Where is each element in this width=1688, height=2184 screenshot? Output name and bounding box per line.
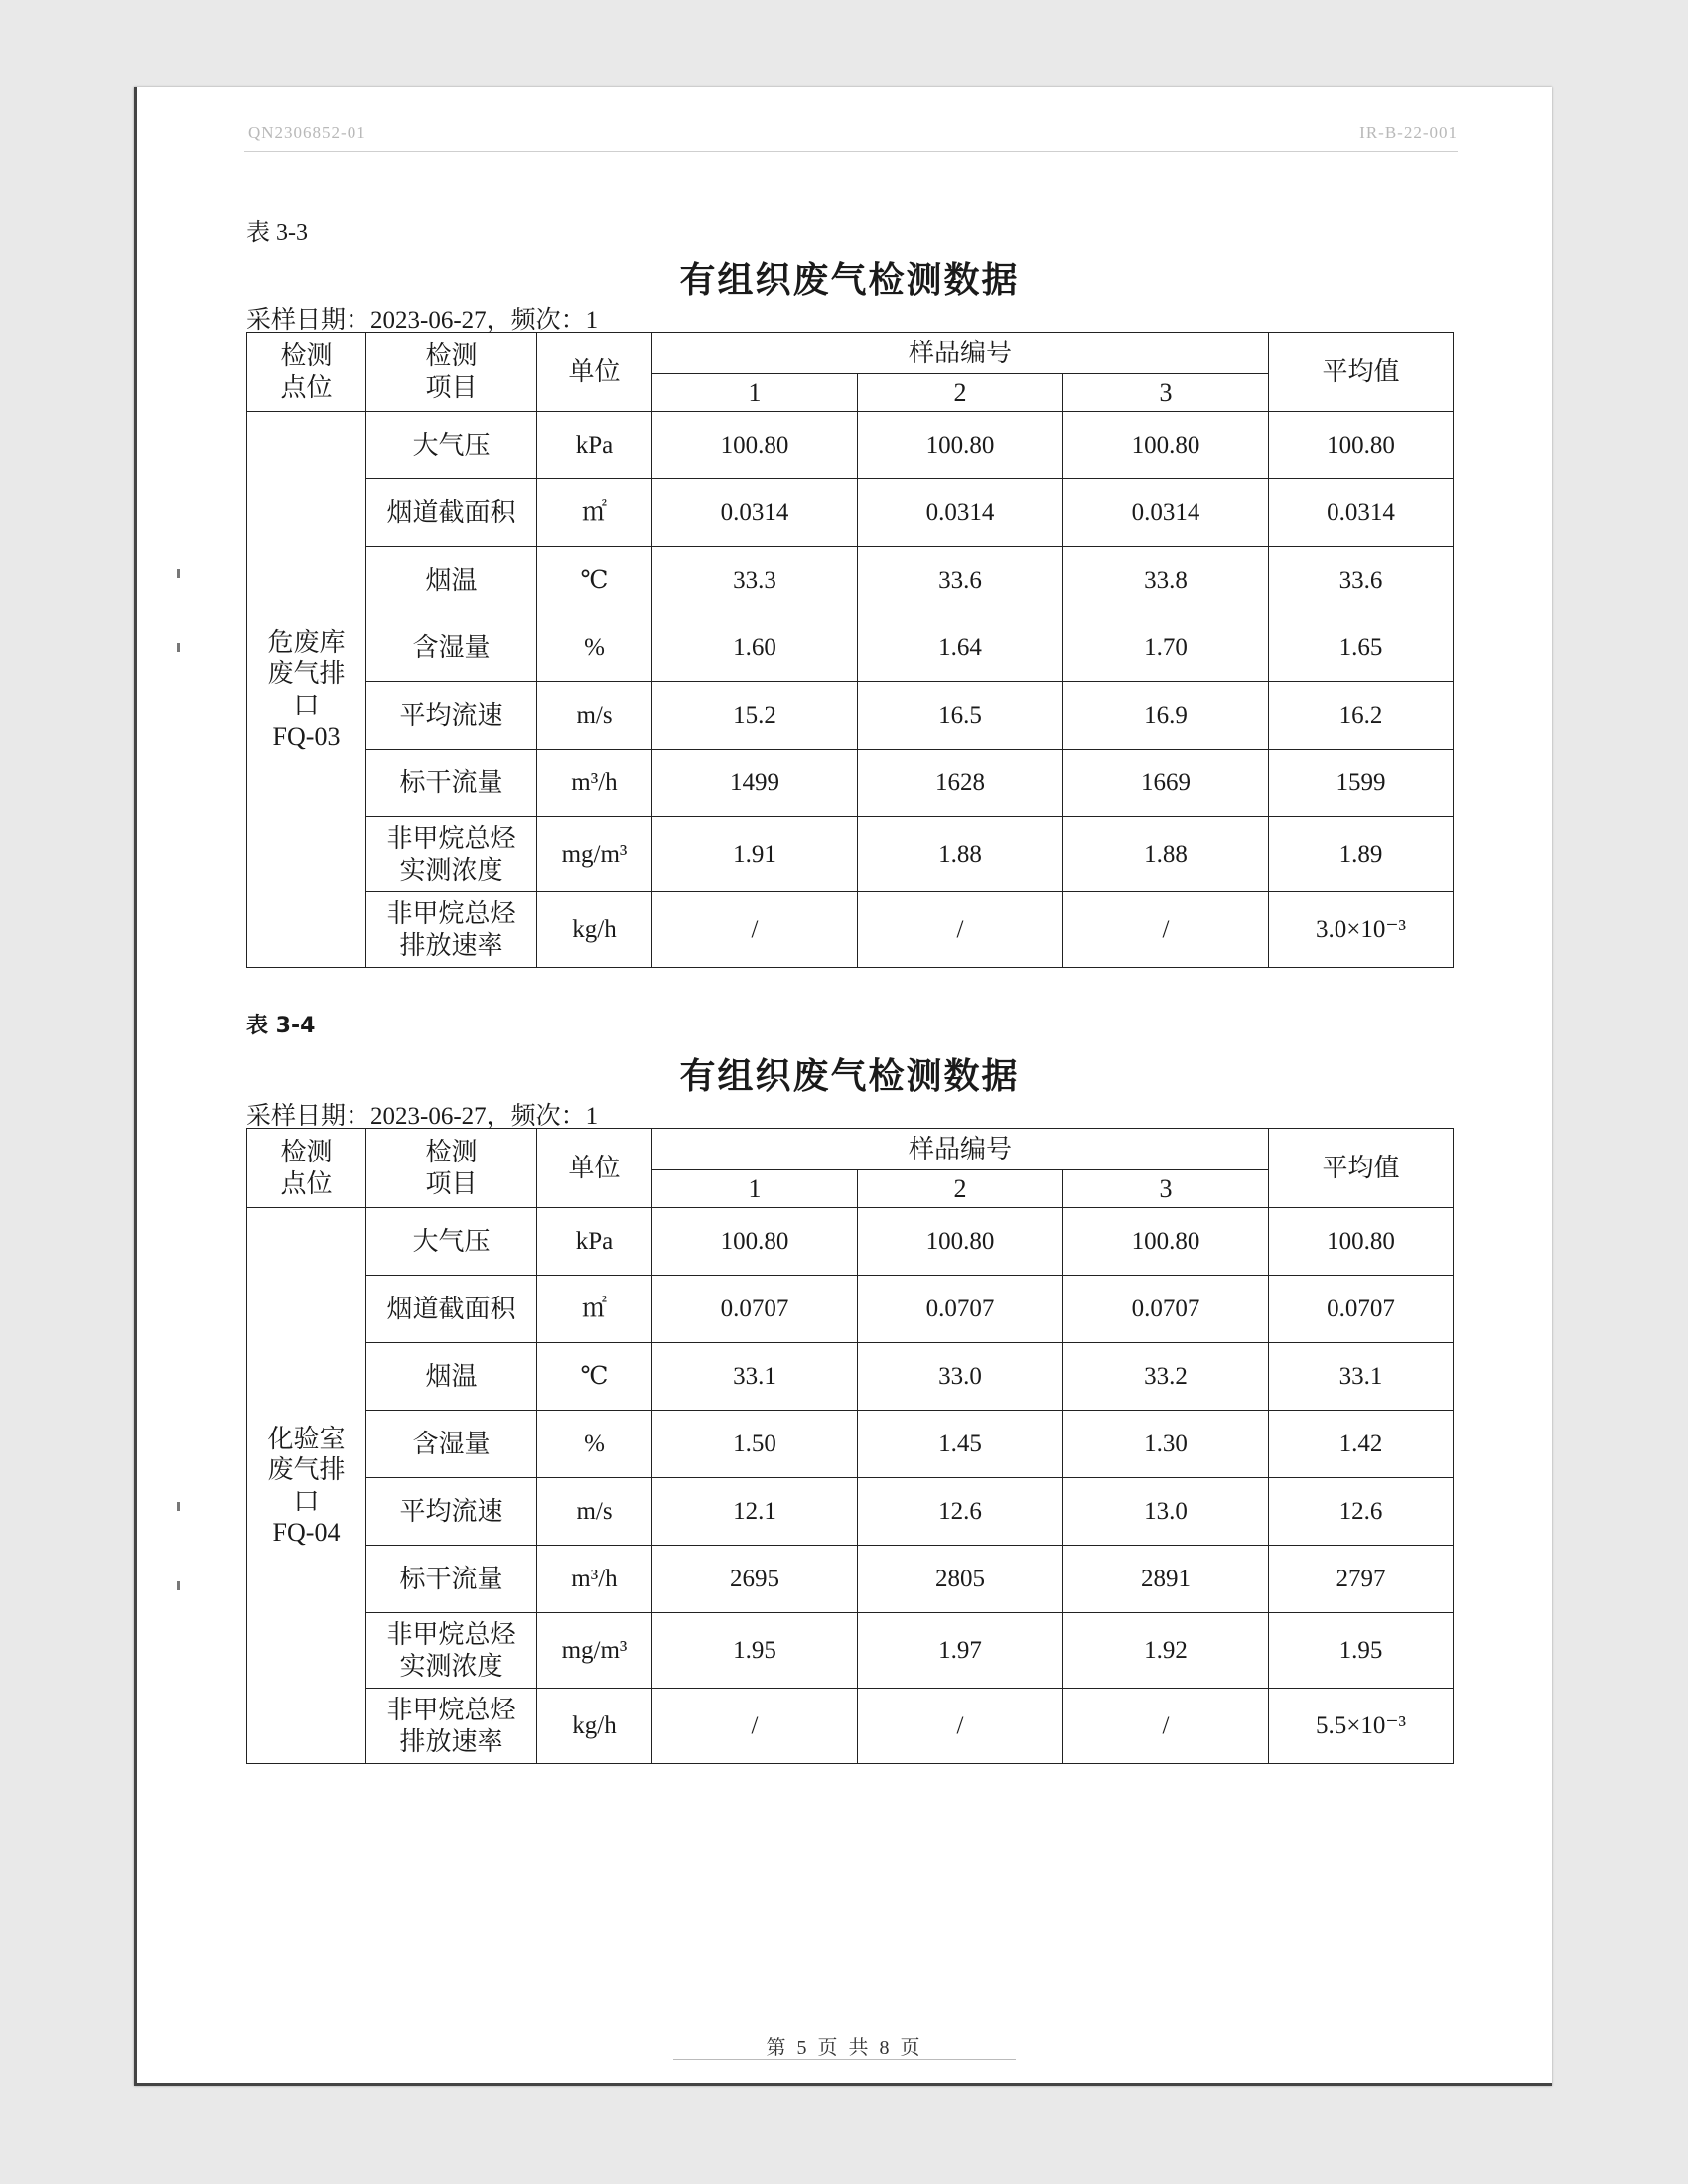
sample-3-cell: 1.70	[1063, 614, 1269, 682]
table-row	[247, 1343, 1454, 1411]
col-unit: 单位	[537, 333, 652, 412]
page-number: 第 5 页 共 8 页	[766, 2037, 923, 2059]
table-row	[247, 750, 1454, 817]
item-cell: 平均流速	[366, 682, 537, 750]
unit-cell: kg/h	[537, 892, 652, 968]
item-cell: 非甲烷总烃 实测浓度	[366, 817, 537, 892]
sample-2-cell: /	[858, 1689, 1063, 1764]
table-row	[247, 547, 1454, 614]
average-cell: 1.89	[1269, 817, 1454, 892]
col-sample-no: 样品编号	[652, 1129, 1269, 1170]
item-cell: 含湿量	[366, 614, 537, 682]
unit-cell: kg/h	[537, 1689, 652, 1764]
average-cell: 0.0707	[1269, 1276, 1454, 1343]
item-cell: 平均流速	[366, 1478, 537, 1546]
sample-3-cell: 100.80	[1063, 412, 1269, 479]
unit-cell: kPa	[537, 1208, 652, 1276]
table-row	[247, 1546, 1454, 1613]
table-row	[247, 412, 1454, 479]
data-table	[246, 332, 1454, 968]
col-sample-1: 1	[652, 1170, 858, 1208]
average-cell: 1.95	[1269, 1613, 1454, 1689]
unit-cell: ℃	[537, 547, 652, 614]
table-number: 表 3-3	[246, 220, 308, 246]
average-cell: 5.5×10⁻³	[1269, 1689, 1454, 1764]
unit-cell: %	[537, 614, 652, 682]
sample-3-cell: /	[1063, 892, 1269, 968]
col-unit: 单位	[537, 1129, 652, 1208]
average-cell: 1599	[1269, 750, 1454, 817]
average-cell: 33.1	[1269, 1343, 1454, 1411]
sample-2-cell: 2805	[858, 1546, 1063, 1613]
table-title: 有组织废气检测数据	[679, 260, 1020, 300]
sampling-info: 采样日期：2023-06-27，频次：1	[246, 307, 599, 334]
unit-cell: mg/m³	[537, 817, 652, 892]
sample-2-cell: 1.64	[858, 614, 1063, 682]
unit-cell: kPa	[537, 412, 652, 479]
sample-1-cell: /	[652, 892, 858, 968]
table-row	[247, 1411, 1454, 1478]
form-code: IR-B-22-001	[1359, 123, 1458, 142]
item-cell: 烟温	[366, 1343, 537, 1411]
sample-1-cell: 12.1	[652, 1478, 858, 1546]
item-cell: 烟温	[366, 547, 537, 614]
col-item: 检测 项目	[366, 1129, 537, 1208]
sample-3-cell: 1.92	[1063, 1613, 1269, 1689]
table-row	[247, 817, 1454, 892]
col-sample-1: 1	[652, 374, 858, 412]
table-row	[247, 682, 1454, 750]
item-cell: 标干流量	[366, 750, 537, 817]
sample-2-cell: 1.88	[858, 817, 1063, 892]
sample-1-cell: 1499	[652, 750, 858, 817]
table-row	[247, 614, 1454, 682]
unit-cell: ℃	[537, 1343, 652, 1411]
sample-3-cell: 16.9	[1063, 682, 1269, 750]
sample-1-cell: 100.80	[652, 1208, 858, 1276]
sample-3-cell: 0.0314	[1063, 479, 1269, 547]
sample-3-cell: 1669	[1063, 750, 1269, 817]
sample-1-cell: 100.80	[652, 412, 858, 479]
sample-2-cell: 33.6	[858, 547, 1063, 614]
location-cell: 危废库 废气排 口 FQ-03	[247, 412, 366, 968]
unit-cell: ㎡	[537, 479, 652, 547]
unit-cell: m/s	[537, 682, 652, 750]
average-cell: 3.0×10⁻³	[1269, 892, 1454, 968]
sample-2-cell: 0.0314	[858, 479, 1063, 547]
sample-3-cell: 33.8	[1063, 547, 1269, 614]
average-cell: 100.80	[1269, 1208, 1454, 1276]
average-cell: 2797	[1269, 1546, 1454, 1613]
sample-2-cell: 16.5	[858, 682, 1063, 750]
average-cell: 12.6	[1269, 1478, 1454, 1546]
average-cell: 1.42	[1269, 1411, 1454, 1478]
col-sample-3: 3	[1063, 1170, 1269, 1208]
item-cell: 大气压	[366, 412, 537, 479]
unit-cell: ㎡	[537, 1276, 652, 1343]
item-cell: 含湿量	[366, 1411, 537, 1478]
sample-1-cell: 0.0314	[652, 479, 858, 547]
scan-mark	[177, 1581, 180, 1590]
sample-2-cell: 1.97	[858, 1613, 1063, 1689]
average-cell: 16.2	[1269, 682, 1454, 750]
header-row	[247, 333, 1454, 374]
average-cell: 33.6	[1269, 547, 1454, 614]
sample-2-cell: 100.80	[858, 412, 1063, 479]
sample-1-cell: 15.2	[652, 682, 858, 750]
sample-3-cell: 1.88	[1063, 817, 1269, 892]
sample-3-cell: 0.0707	[1063, 1276, 1269, 1343]
average-cell: 0.0314	[1269, 479, 1454, 547]
sample-1-cell: 33.1	[652, 1343, 858, 1411]
scan-mark	[177, 569, 180, 578]
table-row	[247, 1613, 1454, 1689]
header-row	[247, 1129, 1454, 1170]
item-cell: 非甲烷总烃 排放速率	[366, 892, 537, 968]
table-row	[247, 892, 1454, 968]
sample-3-cell: 33.2	[1063, 1343, 1269, 1411]
sample-1-cell: 1.91	[652, 817, 858, 892]
item-cell: 烟道截面积	[366, 479, 537, 547]
sample-1-cell: 1.60	[652, 614, 858, 682]
sample-3-cell: /	[1063, 1689, 1269, 1764]
unit-cell: m³/h	[537, 750, 652, 817]
data-table	[246, 1128, 1454, 1764]
scan-mark	[177, 1502, 180, 1511]
item-cell: 非甲烷总烃 实测浓度	[366, 1613, 537, 1689]
col-sample-3: 3	[1063, 374, 1269, 412]
sample-3-cell: 13.0	[1063, 1478, 1269, 1546]
item-cell: 标干流量	[366, 1546, 537, 1613]
sample-2-cell: 0.0707	[858, 1276, 1063, 1343]
unit-cell: %	[537, 1411, 652, 1478]
sample-1-cell: 0.0707	[652, 1276, 858, 1343]
col-sample-2: 2	[858, 374, 1063, 412]
table-block-3-4	[246, 1009, 1453, 1764]
table-number: 表 3-4	[246, 1014, 316, 1038]
unit-cell: m³/h	[537, 1546, 652, 1613]
sample-1-cell: 33.3	[652, 547, 858, 614]
col-sample-2: 2	[858, 1170, 1063, 1208]
col-location: 检测 点位	[247, 1129, 366, 1208]
sample-3-cell: 1.30	[1063, 1411, 1269, 1478]
col-sample-no: 样品编号	[652, 333, 1269, 374]
report-code: QN2306852-01	[248, 123, 366, 142]
table-row	[247, 1276, 1454, 1343]
unit-cell: m/s	[537, 1478, 652, 1546]
footer-rule	[673, 2059, 1016, 2060]
sample-2-cell: 33.0	[858, 1343, 1063, 1411]
sample-1-cell: /	[652, 1689, 858, 1764]
col-average: 平均值	[1269, 1129, 1454, 1208]
table-row	[247, 479, 1454, 547]
document-page	[134, 87, 1552, 2086]
sampling-info: 采样日期：2023-06-27，频次：1	[246, 1103, 599, 1130]
item-cell: 非甲烷总烃 排放速率	[366, 1689, 537, 1764]
table-row	[247, 1689, 1454, 1764]
table-row	[247, 1478, 1454, 1546]
table-row	[247, 1208, 1454, 1276]
col-item: 检测 项目	[366, 333, 537, 412]
scan-mark	[177, 643, 180, 652]
unit-cell: mg/m³	[537, 1613, 652, 1689]
location-cell: 化验室 废气排 口 FQ-04	[247, 1208, 366, 1764]
average-cell: 1.65	[1269, 614, 1454, 682]
sample-3-cell: 100.80	[1063, 1208, 1269, 1276]
sample-1-cell: 1.95	[652, 1613, 858, 1689]
sample-2-cell: 1.45	[858, 1411, 1063, 1478]
item-cell: 烟道截面积	[366, 1276, 537, 1343]
col-location: 检测 点位	[247, 333, 366, 412]
sample-1-cell: 1.50	[652, 1411, 858, 1478]
sample-1-cell: 2695	[652, 1546, 858, 1613]
sample-3-cell: 2891	[1063, 1546, 1269, 1613]
sample-2-cell: 1628	[858, 750, 1063, 817]
table-block-3-3	[246, 212, 1453, 968]
sample-2-cell: 100.80	[858, 1208, 1063, 1276]
col-average: 平均值	[1269, 333, 1454, 412]
sample-2-cell: /	[858, 892, 1063, 968]
table-title: 有组织废气检测数据	[679, 1056, 1020, 1096]
average-cell: 100.80	[1269, 412, 1454, 479]
sample-2-cell: 12.6	[858, 1478, 1063, 1546]
item-cell: 大气压	[366, 1208, 537, 1276]
header-rule	[244, 151, 1458, 152]
